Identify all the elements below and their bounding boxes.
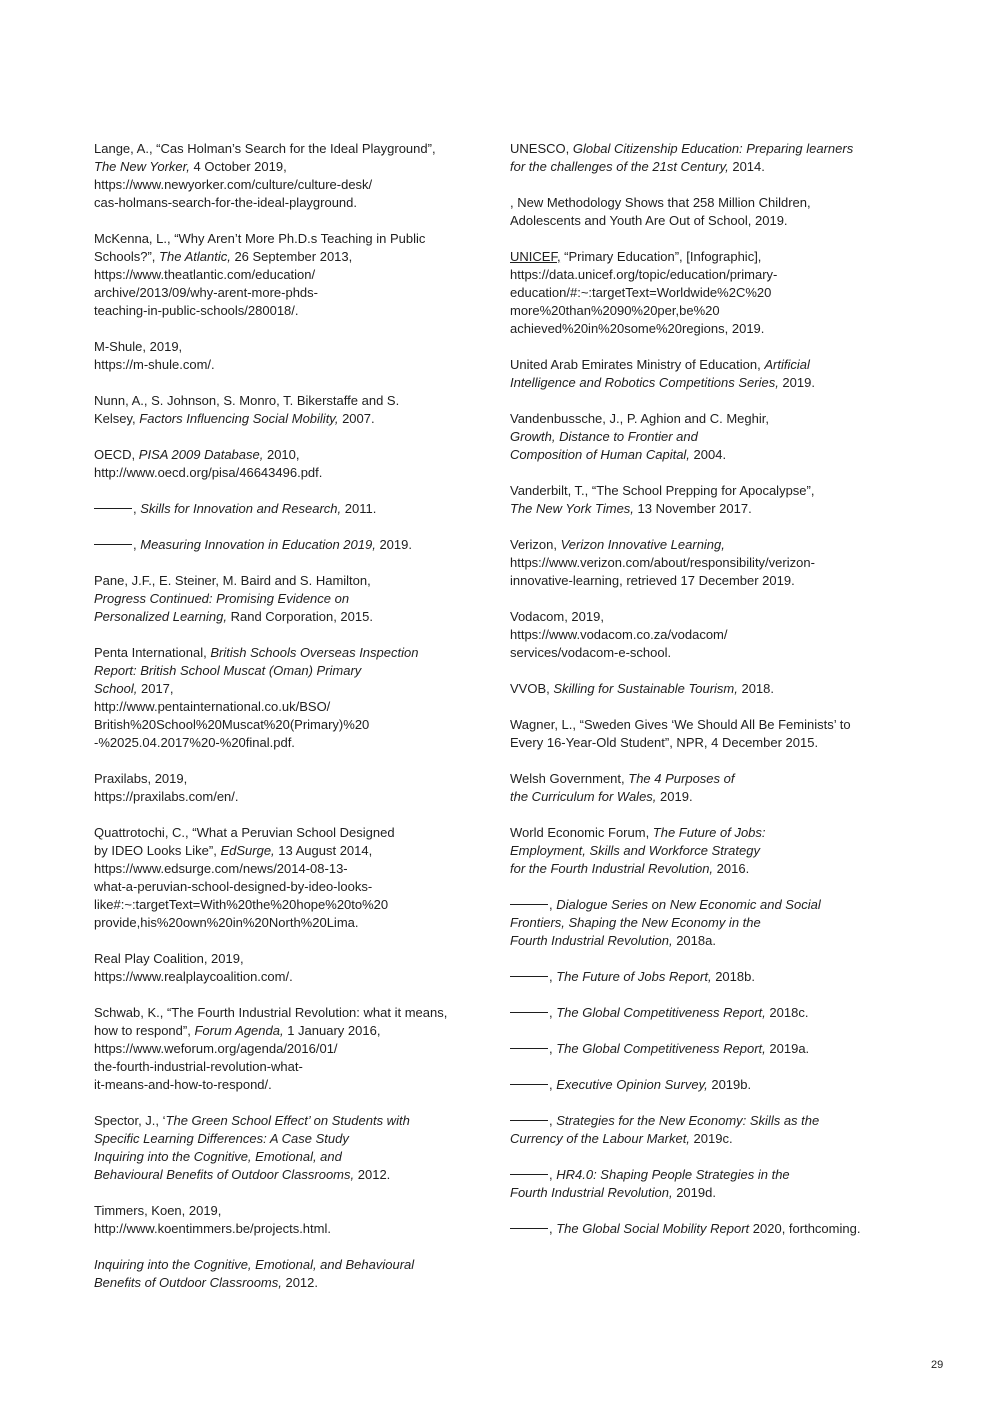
- reference-text: archive/2013/09/why-arent-more-phds-: [94, 285, 318, 300]
- reference-text: 2019.: [778, 375, 815, 390]
- reference-line: [510, 410, 910, 428]
- reference-text: what-a-peruvian-school-designed-by-ideo-looks-: [94, 879, 373, 894]
- reference-text: Kelsey,: [94, 411, 140, 426]
- reference-text: how to respond”,: [94, 1023, 195, 1038]
- reference-text: https://www.theatlantic.com/education/: [94, 267, 316, 282]
- reference-line: [510, 824, 910, 842]
- reference-text: https://www.vodacom.co.za/vodacom/: [510, 627, 728, 642]
- reference-line: [94, 608, 489, 626]
- reference-line: [94, 968, 489, 986]
- reference-text: 2019.: [656, 789, 693, 804]
- reference-title: HR4.0: Shaping People Strategies in the: [556, 1167, 790, 1182]
- reference-text: Adolescents and Youth Are Out of School, 2019.: [510, 213, 788, 228]
- reference-line: [510, 482, 910, 500]
- reference-text: Real Play Coalition, 2019,: [94, 951, 244, 966]
- reference-line: [94, 572, 489, 590]
- reference-line: [510, 644, 910, 662]
- reference-text: education/#:~:targetText=Worldwide%2C%20: [510, 285, 772, 300]
- reference-title: Measuring Innovation in Education 2019,: [140, 537, 376, 552]
- reference-text: it-means-and-how-to-respond/.: [94, 1077, 272, 1092]
- reference-oecd: [94, 446, 489, 482]
- reference-line: [510, 140, 910, 158]
- reference-text: Penta International,: [94, 645, 211, 660]
- reference-unesco: [510, 140, 910, 176]
- reference-line: [510, 374, 910, 392]
- reference-text: United Arab Emirates Ministry of Education,: [510, 357, 765, 372]
- reference-text: 2012.: [354, 1167, 391, 1182]
- reference-line: [94, 1148, 489, 1166]
- reference-text: 2019a.: [765, 1041, 810, 1056]
- reference-title: Verizon Innovative Learning,: [560, 537, 725, 552]
- reference-verizon: [510, 536, 910, 590]
- reference-line: [94, 338, 489, 356]
- reference-quattrotochi: [94, 824, 489, 932]
- reference-line: [94, 1274, 489, 1292]
- reference-title: EdSurge,: [220, 843, 275, 858]
- reference-text: 26 September 2013,: [230, 249, 353, 264]
- reference-line: [549, 1112, 910, 1130]
- reference-text: 13 August 2014,: [274, 843, 373, 858]
- reference-line: [94, 194, 489, 212]
- reference-text: ,: [549, 1005, 557, 1020]
- reference-vvob: [510, 680, 910, 698]
- reference-wef-3: [510, 968, 910, 986]
- reference-line: [94, 1220, 489, 1238]
- reference-text: Schools?”,: [94, 249, 160, 264]
- reference-line: [94, 176, 489, 194]
- reference-text: Vanderbilt, T., “The School Prepping for Apocalypse”,: [510, 483, 815, 498]
- reference-line: [510, 284, 910, 302]
- reference-text: Timmers, Koen, 2019,: [94, 1203, 222, 1218]
- reference-text: http://www.oecd.org/pisa/46643496.pdf.: [94, 465, 323, 480]
- reference-inquiring: [94, 1256, 489, 1292]
- reference-text: 2019d.: [672, 1185, 716, 1200]
- reference-text: “Primary Education”, [Infographic],: [560, 249, 762, 264]
- reference-line: [94, 878, 489, 896]
- reference-line: [94, 716, 489, 734]
- reference-title: Skills for Innovation and Research,: [140, 501, 342, 516]
- reference-line: [94, 860, 489, 878]
- reference-text: http://www.pentainternational.co.uk/BSO/: [94, 699, 331, 714]
- repeat-author-dash: [94, 508, 132, 509]
- reference-line: [94, 140, 489, 158]
- reference-text: ,: [549, 969, 557, 984]
- reference-wef-7: [510, 1112, 910, 1148]
- reference-wagner: [510, 716, 910, 752]
- reference-text: https://www.realplaycoalition.com/.: [94, 969, 293, 984]
- reference-line: [94, 1256, 489, 1274]
- reference-text: OECD,: [94, 447, 139, 462]
- reference-line: [510, 320, 910, 338]
- reference-title: The Future of Jobs Report,: [556, 969, 712, 984]
- reference-title: Personalized Learning,: [94, 609, 227, 624]
- reference-text: , New Methodology Shows that 258 Million Children,: [510, 195, 811, 210]
- reference-title: Specific Learning Differences: A Case Study: [94, 1131, 349, 1146]
- reference-line: [94, 1004, 489, 1022]
- reference-line: [94, 392, 489, 410]
- reference-line: [94, 770, 489, 788]
- reference-line: [94, 1112, 489, 1130]
- reference-text: 2016.: [713, 861, 750, 876]
- reference-line: [94, 356, 489, 374]
- reference-line: [94, 662, 489, 680]
- reference-text: Praxilabs, 2019,: [94, 771, 188, 786]
- reference-line: [94, 410, 489, 428]
- reference-line: [510, 716, 910, 734]
- reference-text: Nunn, A., S. Johnson, S. Monro, T. Bikerstaffe and S.: [94, 393, 400, 408]
- reference-text: Verizon,: [510, 537, 561, 552]
- reference-vandenbussche: [510, 410, 910, 464]
- reference-text: https://m-shule.com/.: [94, 357, 215, 372]
- reference-title: Employment, Skills and Workforce Strategy: [510, 843, 760, 858]
- reference-line: [94, 590, 489, 608]
- reference-wef-4: [510, 1004, 910, 1022]
- reference-text: services/vodacom-e-school.: [510, 645, 672, 660]
- reference-line: [94, 266, 489, 284]
- references-right-column: [510, 140, 910, 1256]
- reference-title: The 4 Purposes of: [628, 771, 735, 786]
- reference-welsh: [510, 770, 910, 806]
- reference-text: https://data.unicef.org/topic/education/primary-: [510, 267, 778, 282]
- reference-line: [94, 896, 489, 914]
- reference-text: https://www.weforum.org/agenda/2016/01/: [94, 1041, 338, 1056]
- page-number: 29: [931, 1359, 944, 1371]
- reference-wef-6: [510, 1076, 910, 1094]
- reference-title: The Global Competitiveness Report,: [556, 1005, 766, 1020]
- reference-line: [94, 950, 489, 968]
- reference-title: The Global Competitiveness Report,: [556, 1041, 766, 1056]
- reference-text: http://www.koentimmers.be/projects.html.: [94, 1221, 331, 1236]
- reference-text: 2018a.: [672, 933, 716, 948]
- reference-title: The New Yorker,: [94, 159, 190, 174]
- reference-text: Vodacom, 2019,: [510, 609, 604, 624]
- reference-title: Composition of Human Capital,: [510, 447, 690, 462]
- reference-text: 2017,: [137, 681, 174, 696]
- reference-text: 2018.: [737, 681, 775, 696]
- reference-line: [94, 284, 489, 302]
- repeat-author-dash: [510, 1084, 548, 1085]
- reference-line: [510, 428, 910, 446]
- reference-line: [510, 248, 910, 266]
- reference-line: [510, 266, 910, 284]
- reference-schwab: [94, 1004, 489, 1094]
- reference-text: 2018b.: [711, 969, 755, 984]
- reference-text: McKenna, L., “Why Aren’t More Ph.D.s Teaching in Public: [94, 231, 426, 246]
- reference-line: [510, 770, 910, 788]
- reference-text: ,: [549, 1077, 557, 1092]
- reference-line: [510, 212, 910, 230]
- reference-line: [94, 230, 489, 248]
- reference-text: ,: [133, 537, 141, 552]
- reference-lange: [94, 140, 489, 212]
- reference-text: Spector, J., ‘: [94, 1113, 166, 1128]
- reference-title: Frontiers, Shaping the New Economy in the: [510, 915, 761, 930]
- reference-text: World Economic Forum,: [510, 825, 653, 840]
- reference-line: [510, 1184, 910, 1202]
- reference-text: UNESCO,: [510, 141, 573, 156]
- reference-line: [549, 1004, 910, 1022]
- reference-title: Executive Opinion Survey,: [556, 1077, 708, 1092]
- reference-line: [510, 302, 910, 320]
- reference-line: [510, 1130, 910, 1148]
- reference-praxilabs: [94, 770, 489, 806]
- reference-line: [94, 1202, 489, 1220]
- reference-line: [94, 734, 489, 752]
- reference-line: [510, 446, 910, 464]
- reference-title: Progress Continued: Promising Evidence on: [94, 591, 350, 606]
- reference-line: [510, 734, 910, 752]
- reference-title: The Green School Effect’ on Students with: [165, 1113, 410, 1128]
- reference-text: Rand Corporation, 2015.: [226, 609, 373, 624]
- repeat-author-dash: [510, 1048, 548, 1049]
- reference-text: Welsh Government,: [510, 771, 629, 786]
- reference-title: Strategies for the New Economy: Skills as the: [556, 1113, 820, 1128]
- reference-text: https://www.newyorker.com/culture/culture-desk/: [94, 177, 373, 192]
- reference-line: [549, 968, 910, 986]
- reference-text: Quattrotochi, C., “What a Peruvian School Designed: [94, 825, 395, 840]
- reference-title: Behavioural Benefits of Outdoor Classrooms,: [94, 1167, 355, 1182]
- reference-line: [549, 1076, 910, 1094]
- reference-line: [94, 1166, 489, 1184]
- reference-line: [549, 1040, 910, 1058]
- reference-text: 13 November 2017.: [633, 501, 752, 516]
- reference-text: 2019c.: [689, 1131, 733, 1146]
- reference-unesco-2: [510, 194, 910, 230]
- reference-text: 2019.: [375, 537, 412, 552]
- reference-line: [133, 500, 489, 518]
- reference-line: [94, 1130, 489, 1148]
- reference-line: [94, 464, 489, 482]
- reference-title: Fourth Industrial Revolution,: [510, 933, 673, 948]
- reference-text: 4 October 2019,: [189, 159, 287, 174]
- reference-text: achieved%20in%20some%20regions, 2019.: [510, 321, 765, 336]
- reference-line: [510, 194, 910, 212]
- reference-text: 2010,: [263, 447, 300, 462]
- reference-text: ,: [549, 1221, 557, 1236]
- reference-title: Currency of the Labour Market,: [510, 1131, 690, 1146]
- reference-line: [510, 500, 910, 518]
- reference-title: Growth, Distance to Frontier and: [510, 429, 698, 444]
- reference-text: ,: [549, 897, 557, 912]
- reference-line: [510, 608, 910, 626]
- reference-line: [94, 680, 489, 698]
- reference-title: for the Fourth Industrial Revolution,: [510, 861, 714, 876]
- reference-text: -%2025.04.2017%20-%20final.pdf.: [94, 735, 295, 750]
- reference-line: [94, 1022, 489, 1040]
- reference-line: [510, 626, 910, 644]
- reference-text: the-fourth-industrial-revolution-what-: [94, 1059, 303, 1074]
- reference-penta: [94, 644, 489, 752]
- reference-text: like#:~:targetText=With%20the%20hope%20to%20: [94, 897, 389, 912]
- reference-uae: [510, 356, 910, 392]
- repeat-author-dash: [510, 1120, 548, 1121]
- reference-text: ,: [549, 1113, 557, 1128]
- reference-timmers: [94, 1202, 489, 1238]
- reference-title: Factors Influencing Social Mobility,: [139, 411, 339, 426]
- reference-title: Forum Agenda,: [194, 1023, 284, 1038]
- reference-text: cas-holmans-search-for-the-ideal-playground.: [94, 195, 358, 210]
- reference-line: [94, 824, 489, 842]
- reference-text: Vandenbussche, J., P. Aghion and C. Meghir,: [510, 411, 769, 426]
- repeat-author-dash: [94, 544, 132, 545]
- reference-realplay: [94, 950, 489, 986]
- reference-text: ,: [133, 501, 141, 516]
- repeat-author-dash: [510, 1228, 548, 1229]
- reference-title: Fourth Industrial Revolution,: [510, 1185, 673, 1200]
- reference-line: [549, 1166, 910, 1184]
- reference-title: Inquiring into the Cognitive, Emotional, and Behavioural: [94, 1257, 415, 1272]
- reference-title: Intelligence and Robotics Competitions Series,: [510, 375, 779, 390]
- reference-title: Report: British School Muscat (Oman) Primary: [94, 663, 362, 678]
- reference-title: PISA 2009 Database,: [138, 447, 264, 462]
- reference-spector: [94, 1112, 489, 1184]
- reference-line: [94, 248, 489, 266]
- reference-line: [94, 788, 489, 806]
- reference-title: School,: [94, 681, 138, 696]
- reference-line: [549, 1220, 910, 1238]
- reference-title: Skilling for Sustainable Tourism,: [553, 681, 738, 696]
- reference-text: 2007.: [338, 411, 375, 426]
- reference-text: UNICEF,: [510, 249, 561, 264]
- reference-line: [94, 842, 489, 860]
- reference-text: 2011.: [341, 501, 377, 516]
- reference-line: [94, 446, 489, 464]
- reference-line: [94, 1076, 489, 1094]
- reference-text: M-Shule, 2019,: [94, 339, 183, 354]
- repeat-author-dash: [510, 976, 548, 977]
- reference-line: [510, 842, 910, 860]
- reference-oecd-2: [94, 500, 489, 518]
- reference-oecd-3: [94, 536, 489, 554]
- repeat-author-dash: [510, 904, 548, 905]
- reference-text: 2012.: [281, 1275, 319, 1290]
- reference-line: [94, 644, 489, 662]
- reference-text: ,: [549, 1167, 557, 1182]
- reference-vodacom: [510, 608, 910, 662]
- reference-title: The Global Social Mobility Report: [556, 1221, 750, 1236]
- reference-text: British%20School%20Muscat%20(Primary)%20: [94, 717, 370, 732]
- reference-text: Wagner, L., “Sweden Gives ‘We Should All Be Feminists’ to: [510, 717, 851, 732]
- reference-unicef: [510, 248, 910, 338]
- reference-line: [94, 1040, 489, 1058]
- reference-text: Every 16-Year-Old Student”, NPR, 4 December 2015.: [510, 735, 819, 750]
- reference-wef: [510, 824, 910, 878]
- reference-text: more%20than%2090%20per,be%20: [510, 303, 720, 318]
- reference-line: [510, 158, 910, 176]
- reference-text: Schwab, K., “The Fourth Industrial Revolution: what it means,: [94, 1005, 448, 1020]
- reference-text: teaching-in-public-schools/280018/.: [94, 303, 299, 318]
- reference-text: 2019b.: [707, 1077, 752, 1092]
- reference-title: for the challenges of the 21st Century,: [510, 159, 729, 174]
- reference-line: [94, 698, 489, 716]
- reference-text: VVOB,: [510, 681, 554, 696]
- reference-text: Pane, J.F., E. Steiner, M. Baird and S. Hamilton,: [94, 573, 371, 588]
- reference-title: Benefits of Outdoor Classrooms,: [94, 1275, 282, 1290]
- reference-text: 2020, forthcoming.: [749, 1221, 861, 1236]
- reference-line: [510, 572, 910, 590]
- reference-line: [510, 680, 910, 698]
- reference-text: 2014.: [728, 159, 765, 174]
- reference-line: [94, 302, 489, 320]
- reference-wef-8: [510, 1166, 910, 1202]
- reference-mckenna: [94, 230, 489, 320]
- reference-title: Artificial: [764, 357, 810, 372]
- reference-nunn: [94, 392, 489, 428]
- reference-line: [133, 536, 489, 554]
- reference-title: British Schools Overseas Inspection: [210, 645, 419, 660]
- reference-text: 1 January 2016,: [283, 1023, 381, 1038]
- references-left-column: [94, 140, 489, 1310]
- reference-line: [94, 914, 489, 932]
- reference-text: 2004.: [689, 447, 727, 462]
- repeat-author-dash: [510, 1174, 548, 1175]
- reference-text: ,: [549, 1041, 557, 1056]
- reference-pane: [94, 572, 489, 626]
- reference-text: https://praxilabs.com/en/.: [94, 789, 239, 804]
- reference-line: [94, 158, 489, 176]
- reference-wef-5: [510, 1040, 910, 1058]
- reference-m-shule: [94, 338, 489, 374]
- reference-text: provide,his%20own%20in%20North%20Lima.: [94, 915, 359, 930]
- reference-text: innovative-learning, retrieved 17 December 2019.: [510, 573, 795, 588]
- reference-wef-9: [510, 1220, 910, 1238]
- reference-vanderbilt: [510, 482, 910, 518]
- reference-line: [94, 1058, 489, 1076]
- reference-text: https://www.edsurge.com/news/2014-08-13-: [94, 861, 348, 876]
- reference-line: [549, 896, 910, 914]
- reference-title: The New York Times,: [510, 501, 634, 516]
- reference-line: [510, 554, 910, 572]
- reference-line: [510, 860, 910, 878]
- reference-title: Global Citizenship Education: Preparing learners: [572, 141, 854, 156]
- repeat-author-dash: [510, 1012, 548, 1013]
- reference-line: [510, 932, 910, 950]
- reference-text: by IDEO Looks Like”,: [94, 843, 221, 858]
- reference-title: The Future of Jobs:: [652, 825, 766, 840]
- reference-title: the Curriculum for Wales,: [510, 789, 657, 804]
- reference-title: The Atlantic,: [159, 249, 231, 264]
- reference-text: 2018c.: [765, 1005, 809, 1020]
- reference-wef-2: [510, 896, 910, 950]
- reference-text: https://www.verizon.com/about/responsibility/verizon-: [510, 555, 815, 570]
- reference-line: [510, 356, 910, 374]
- reference-title: Inquiring into the Cognitive, Emotional, and: [94, 1149, 342, 1164]
- reference-line: [510, 788, 910, 806]
- reference-text: Lange, A., “Cas Holman’s Search for the Ideal Playground”,: [94, 141, 436, 156]
- reference-title: Dialogue Series on New Economic and Social: [556, 897, 821, 912]
- reference-line: [510, 536, 910, 554]
- reference-line: [510, 914, 910, 932]
